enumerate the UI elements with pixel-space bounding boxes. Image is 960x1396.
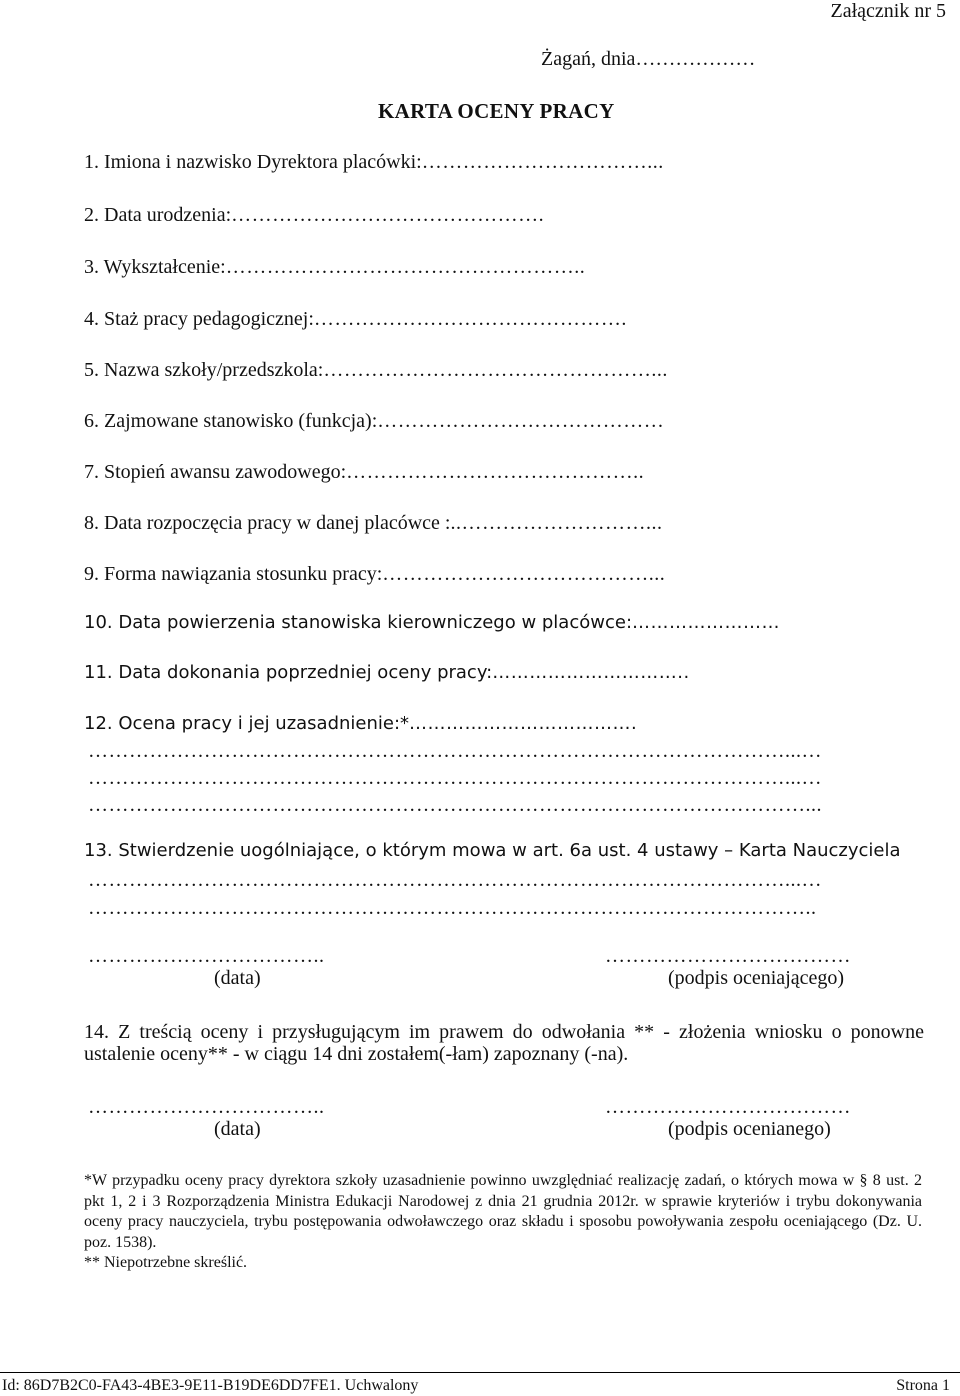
fill-line: …………………………………… [377, 410, 665, 432]
date-caption: (data) [214, 967, 261, 989]
field-position [84, 410, 664, 433]
fill-line: ……………………………………………………………………………………………... [88, 794, 822, 816]
footer-divider [0, 1372, 960, 1373]
fill-line: …………………………………………….. [225, 256, 586, 278]
field-director-name [84, 151, 664, 174]
field-label: 9. Forma nawiązania stosunku pracy: [84, 563, 383, 585]
field-label: 4. Staż pracy pedagogicznej: [84, 308, 314, 330]
field-label: 2. Data urodzenia: [84, 204, 232, 226]
fill-line: ……………………………... [421, 151, 664, 173]
footnote-strike-out: ** Niepotrzebne skreślić. [84, 1254, 248, 1271]
fill-line: …………………………………………... [323, 359, 668, 381]
field-label: 10. Data powierzenia stanowiska kierowniczego w placówce: [84, 612, 633, 633]
field-label: 5. Nazwa szkoły/przedszkola: [84, 359, 324, 381]
fill-line: ………………………………………. [313, 308, 627, 330]
page-number: Strona 1 [896, 1377, 950, 1394]
field-management-appointment [84, 612, 780, 633]
acknowledgement-statement: 14. Z treścią oceny i przysługującym im prawem do odwołania ** - złożenia wniosku o ponowne ustalenie oceny** - w ciągu 14 dni zostałem(-łam) zapoznany (-na). [84, 1021, 924, 1065]
signature-fill-line: ……………………………… [605, 1096, 851, 1118]
attachment-label: Załącznik nr 5 [830, 0, 946, 22]
field-employment-start [84, 512, 662, 535]
fill-line: …………………………………………………………………………………………...… [88, 740, 822, 762]
evaluatee-signature-caption: (podpis ocenianego) [668, 1118, 831, 1140]
field-label: 1. Imiona i nazwisko Dyrektora placówki: [84, 151, 422, 173]
date-fill-line: …………………………….. [88, 1096, 325, 1118]
field-label: 8. Data rozpoczęcia pracy w danej placówce : [84, 512, 451, 534]
fill-line: …………………………………….. [346, 461, 645, 483]
field-employment-form [84, 563, 665, 586]
place-date-line: Żagań, dnia……………… [541, 48, 756, 70]
fill-line: …………………………………………………………………………………………...… [88, 767, 822, 789]
field-label: 7. Stopień awansu zawodowego: [84, 461, 347, 483]
fill-line: …………………………………………………………………………………………...… [88, 869, 822, 891]
signature-fill-line: ……………………………… [605, 945, 851, 967]
field-promotion-level [84, 461, 644, 484]
fill-line: …………………………………………………………………………………………….. [88, 897, 817, 919]
date-caption: (data) [214, 1118, 261, 1140]
fill-line: ………………………………. [409, 713, 638, 734]
fill-line: ..………………………... [450, 512, 663, 534]
field-previous-evaluation [84, 662, 690, 683]
date-fill-line: …………………………….. [88, 945, 325, 967]
fill-line: …………………………………... [382, 563, 666, 585]
document-title: KARTA OCENY PRACY [378, 99, 615, 123]
evaluator-signature-caption: (podpis oceniającego) [668, 967, 845, 989]
field-evaluation-justification [84, 713, 637, 734]
field-school-name [84, 359, 668, 382]
field-label: 12. Ocena pracy i jej uzasadnienie:* [84, 713, 410, 734]
field-birth-date [84, 204, 544, 227]
field-label: 6. Zajmowane stanowisko (funkcja): [84, 410, 378, 432]
field-education [84, 256, 585, 279]
document-id: Id: 86D7B2C0-FA43-4BE3-9E11-B19DE6DD7FE1. Uchwalony [2, 1377, 419, 1394]
field-label: 3. Wykształcenie: [84, 256, 226, 278]
footnote-justification: *W przypadku oceny pracy dyrektora szkoły uzasadnienie powinno uwzględniać realizację zadań, o których mowa w § 8 ust. 2 pkt 1, 2 i 3 Rozporządzenia Ministra Edukacji Narodowej z dnia 21 grudnia 2012r. w sprawie kryteriów i trybu dokonywania oceny pracy nauczyciela, trybu postępowania odwoławczego oraz składu i sposobu powoływania zespołu oceniającego (Dz. U. poz. 1538). [84, 1172, 922, 1251]
field-seniority [84, 308, 627, 331]
fill-line: ………………………………………. [231, 204, 545, 226]
fill-line: ………………………….. [492, 662, 690, 683]
field-label: 11. Data dokonania poprzedniej oceny pracy: [84, 662, 493, 683]
field-general-statement: 13. Stwierdzenie uogólniające, o którym mowa w art. 6a ust. 4 ustawy – Karta Nauczyciela [84, 840, 901, 861]
fill-line: …………………… [632, 612, 781, 633]
